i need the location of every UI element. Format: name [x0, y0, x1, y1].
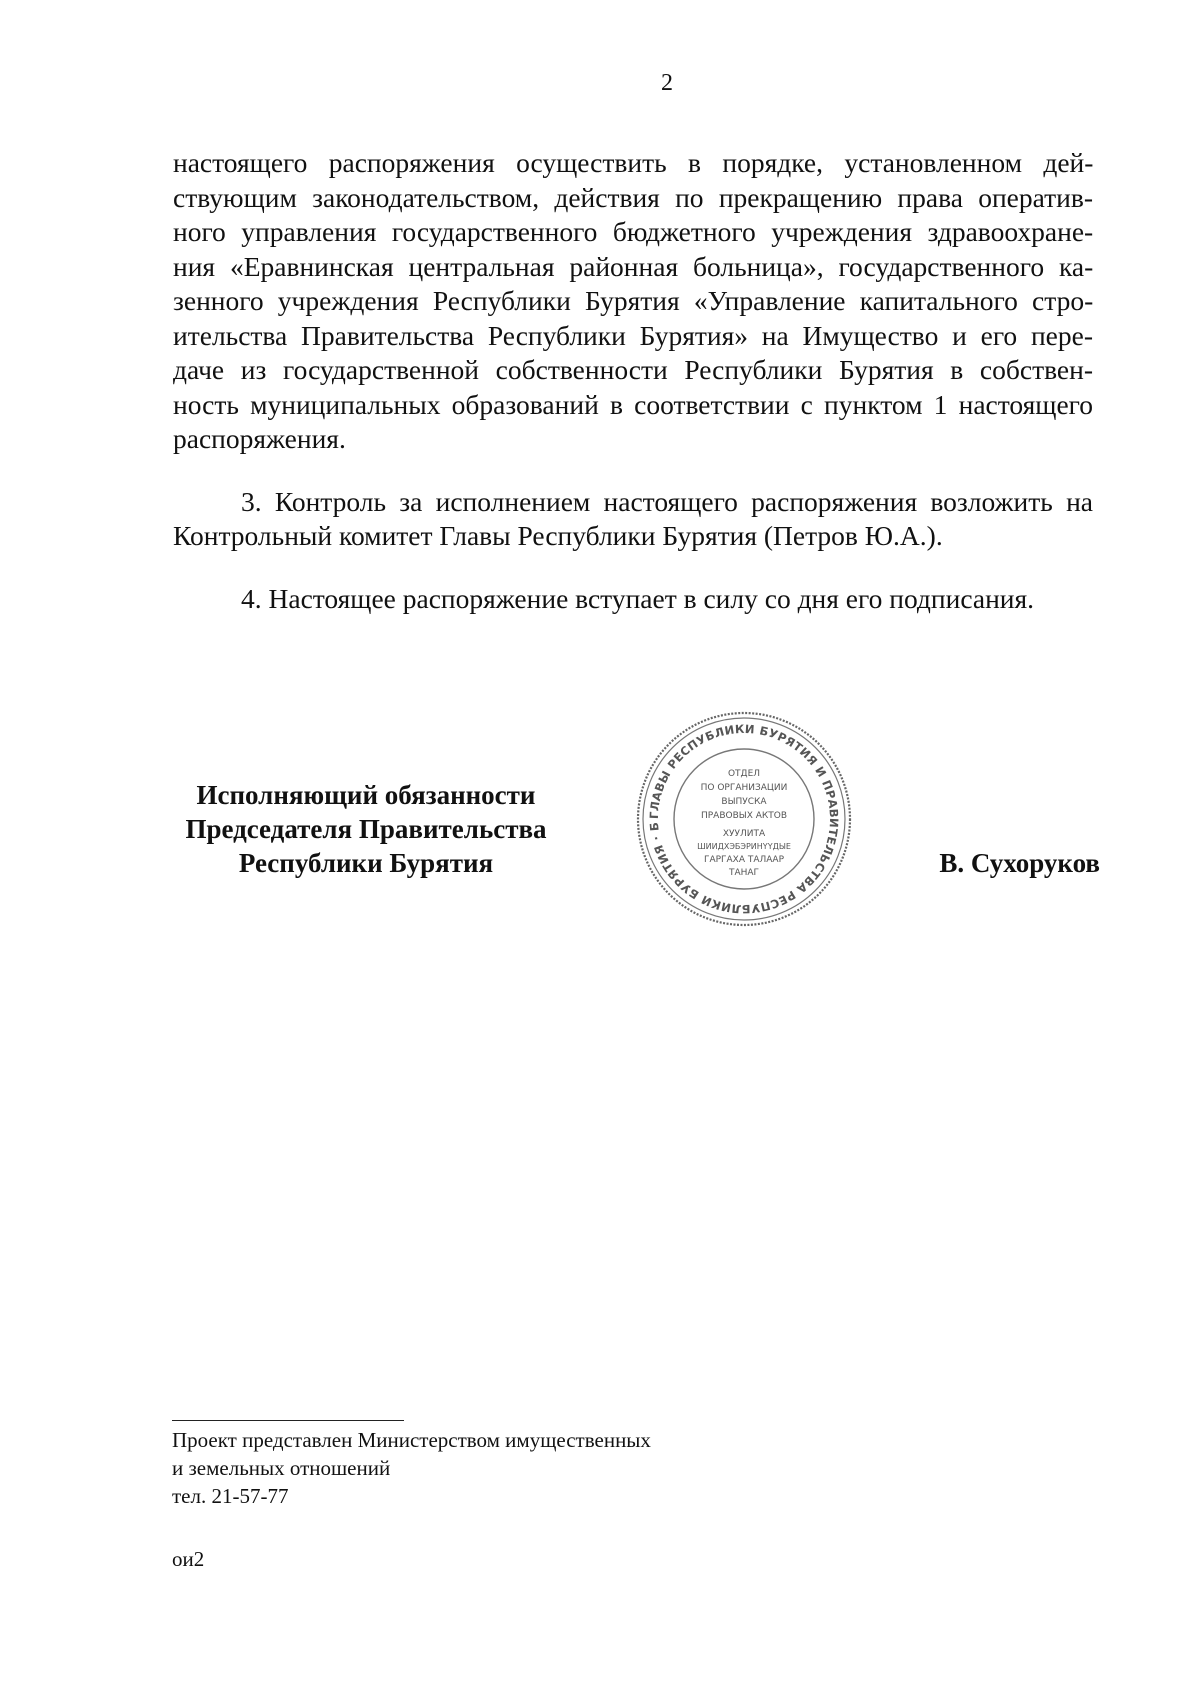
body-line: ствующим законодательством, действия по прекращению права оператив-: [173, 181, 1093, 213]
body-line: распоряжения.: [173, 423, 346, 454]
seal-center-line: ВЫПУСКА: [721, 797, 767, 807]
signatory-title: [170, 778, 562, 880]
seal-ring-text: ГЛАВЫ РЕСПУБЛИКИ БУРЯТИЯ И ПРАВИТЕЛЬСТВА РЕСПУБЛИКИ БУРЯТИЯ · Б: [646, 721, 842, 917]
paragraph-4: 4. Настоящее распоряжение вступает в силу со дня его подписания.: [241, 582, 1035, 614]
body-line: зенного учреждения Республики Бурятия «Управление капитального стро-: [173, 285, 1094, 316]
body-line: ительства Правительства Республики Бурятия» на Имущество и его пере-: [173, 319, 1093, 351]
document-body: [173, 146, 1093, 616]
footer-line: и земельных отношений: [172, 1456, 391, 1480]
footer-note: [172, 1426, 651, 1510]
seal-center-line: ПРАВОВЫХ АКТОВ: [700, 811, 788, 821]
signatory-title-line: Республики Бурятия: [238, 848, 494, 878]
seal-center-line: ПО ОРГАНИЗАЦИИ: [700, 783, 788, 793]
signatory-title-line: Председателя Правительства: [185, 814, 547, 844]
body-line: ность муниципальных образований в соответствии с пунктом 1 настоящего: [173, 388, 1093, 420]
body-line: ного управления государственного бюджетного учреждения здравоохране-: [173, 216, 1094, 247]
seal-center-line: ОТДЕЛ: [727, 769, 761, 779]
body-line: ния «Еравнинская центральная районная больница», государственного ка-: [173, 250, 1094, 282]
body-line: настоящего распоряжения осуществить в порядке, установленном дей-: [173, 147, 1094, 178]
signatory-name: В. Сухоруков: [939, 848, 1100, 878]
footer-phone: тел. 21-57-77: [172, 1484, 289, 1508]
file-code: ои2: [172, 1547, 205, 1571]
seal-center-line: ШИИДХЭБЭРИНҮҮДЫЕ: [697, 842, 791, 851]
seal-center-line: ТАНАГ: [728, 868, 760, 878]
signatory-title-line: Исполняющий обязанности: [196, 780, 536, 810]
page-number: 2: [661, 70, 673, 96]
footer-divider: [172, 1420, 404, 1421]
paragraph-3: 3. Контроль за исполнением настоящего распоряжения возложить на Контрольный комитет Главы Республики Бурятия (Петров Ю.А.).: [173, 485, 1093, 551]
seal-center-line: ХУУЛИТА: [722, 829, 766, 839]
footer-line: Проект представлен Министерством имущественных: [172, 1428, 651, 1452]
seal-center-line: ГАРГАХА ТАЛААР: [703, 855, 785, 865]
body-line: даче из государственной собственности Республики Бурятия в собствен-: [173, 354, 1093, 385]
official-seal-stamp: [633, 708, 855, 930]
paragraph-continuation: [173, 146, 1093, 457]
